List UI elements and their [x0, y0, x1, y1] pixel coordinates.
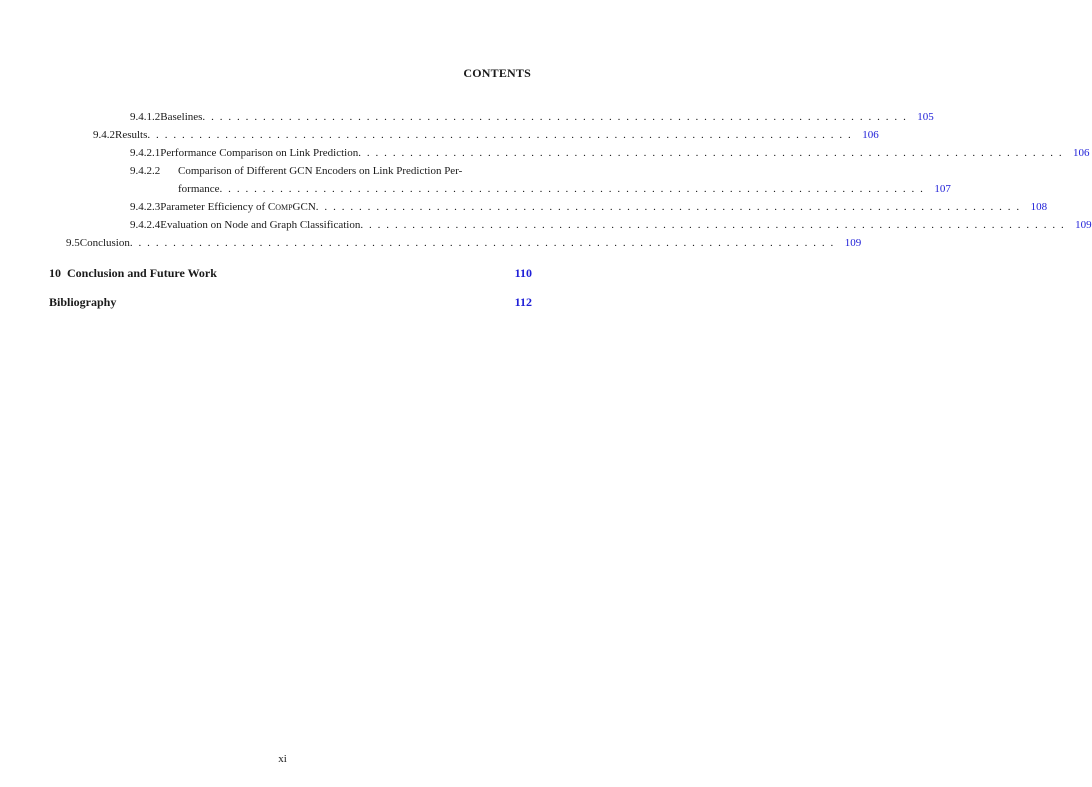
dot-leader: .................................................................................. [202, 111, 912, 123]
toc-entry-title: Evaluation on Node and Graph Classification [160, 219, 361, 231]
toc-entry-number: 9.4.2.4 [130, 219, 161, 231]
toc-entry-performance-comparison[interactable] [130, 145, 1090, 161]
toc-chapter-title: Conclusion and Future Work [67, 266, 217, 280]
toc-entry-gcn-encoders-continued[interactable] [178, 181, 951, 197]
toc-entry-number: 9.4.2 [93, 129, 115, 141]
toc-entry-gcn-encoders[interactable] [130, 163, 532, 179]
toc-entry-number: 9.4.2.1 [130, 147, 161, 159]
toc-entry-conclusion-section[interactable] [66, 235, 862, 251]
toc-entry-title-prefix: Parameter Efficiency of [160, 201, 268, 213]
dot-leader: .................................................................................. [358, 147, 1068, 159]
toc-entry-page-link[interactable]: 105 [917, 111, 934, 123]
toc-entry-number: 9.4.2.2 [130, 165, 161, 177]
dot-leader: .................................................................................. [147, 129, 857, 141]
dot-leader: .................................................................................. [219, 183, 929, 195]
toc-entry-number: 9.5 [66, 237, 80, 249]
toc-chapter-page-link[interactable]: 112 [514, 295, 532, 309]
toc-chapter-bibliography[interactable] [49, 294, 532, 310]
toc-chapter-page-link[interactable]: 110 [514, 266, 532, 280]
toc-chapter-conclusion-future-work[interactable] [49, 265, 532, 281]
toc-entry-page-link[interactable]: 108 [1030, 201, 1048, 213]
toc-entry-parameter-efficiency[interactable] [130, 199, 1048, 215]
toc-entry-baselines[interactable] [130, 109, 934, 125]
toc-entry-title: Results [115, 129, 148, 141]
toc-chapter-title: Bibliography [49, 295, 117, 309]
toc-entry-page-link[interactable]: 106 [1073, 147, 1090, 159]
toc-entry-title-continued: formance [178, 183, 220, 195]
dot-leader: .................................................................................. [129, 237, 840, 249]
toc-entry-page-link[interactable]: 109 [844, 237, 862, 249]
toc-entry-node-graph-classification[interactable] [130, 217, 1092, 233]
toc-entry-title: Comparison of Different GCN Encoders on Link Prediction Per- [178, 165, 463, 177]
dot-leader: .................................................................................. [315, 201, 1026, 213]
toc-entry-page-link[interactable]: 107 [934, 183, 951, 195]
toc-entry-page-link[interactable]: 106 [862, 129, 879, 141]
toc-entry-title-smallcaps: CompGCN [267, 201, 316, 213]
running-head-title: CONTENTS [463, 66, 531, 80]
toc-entry-title: Conclusion [79, 237, 130, 249]
toc-entry-title [160, 199, 316, 215]
toc-entry-title: Baselines [160, 111, 203, 123]
toc-entry-number: 9.4.2.3 [130, 201, 161, 213]
toc-entry-title: Performance Comparison on Link Prediction [160, 147, 359, 159]
toc-chapter-number: 10 [49, 266, 61, 280]
toc-entry-results[interactable] [93, 127, 879, 143]
dot-leader: .................................................................................. [360, 219, 1070, 231]
toc-entry-number: 9.4.1.2 [130, 111, 161, 123]
page-number: xi [278, 753, 287, 765]
toc-entry-page-link[interactable]: 109 [1075, 219, 1092, 231]
